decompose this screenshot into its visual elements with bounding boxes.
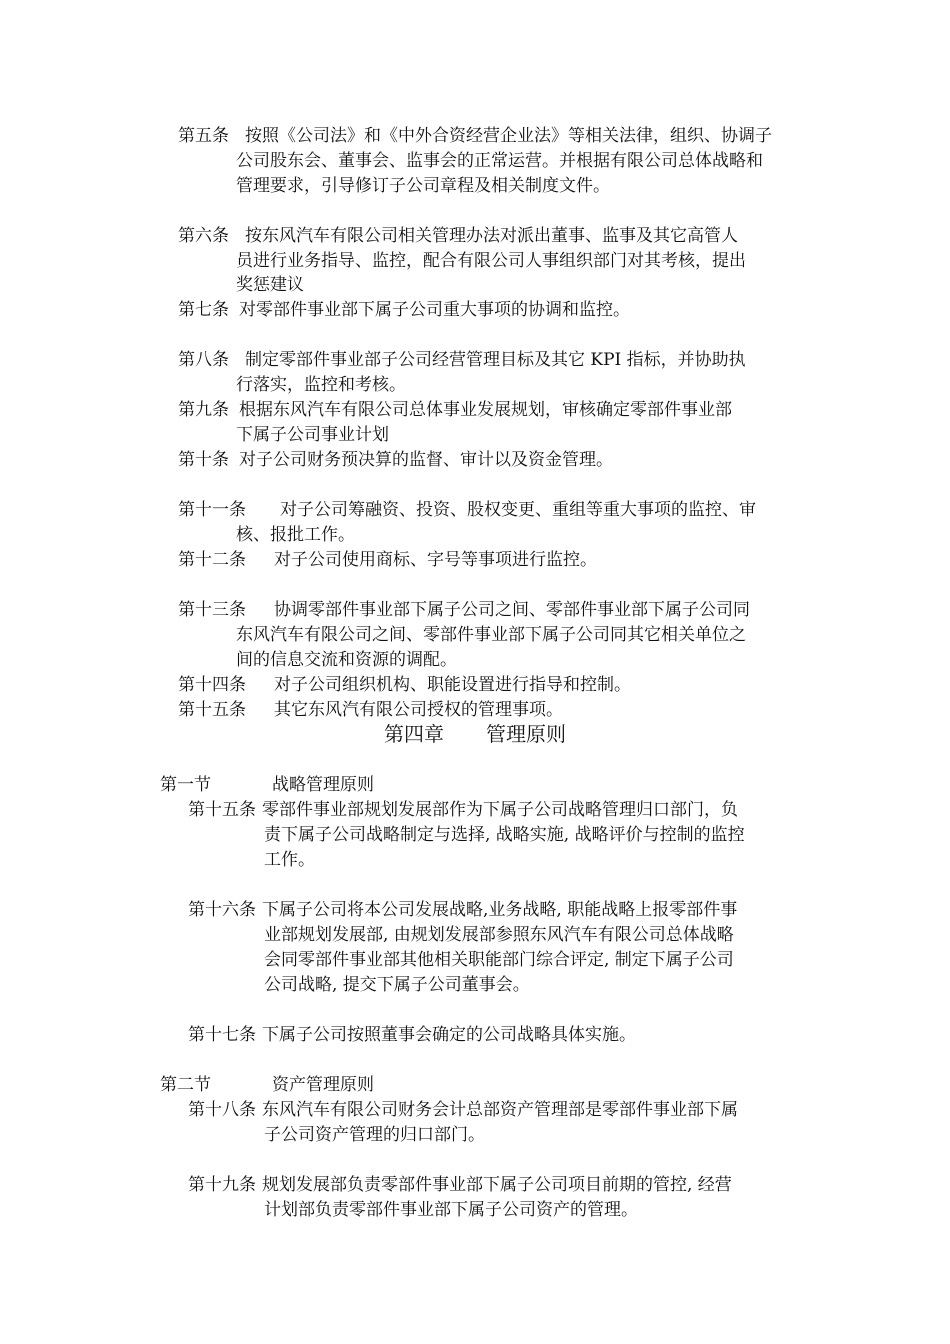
article-text: 对子公司使用商标、字号等事项进行监控。 xyxy=(274,550,597,570)
article-label: 第十三条 xyxy=(178,600,246,620)
article-18-line-2: 子公司资产管理的归口部门。 xyxy=(264,1125,485,1145)
article-text: 按东风汽车有限公司相关管理办法对派出董事、监事及其它高管人 xyxy=(245,226,738,246)
article-text: 制定零部件事业部子公司经营管理目标及其它 KPI 指标，并协助执 xyxy=(245,350,746,370)
article-17-line-1 xyxy=(188,1023,636,1047)
article-19-line-2: 计划部负责零部件事业部下属子公司资产的管理。 xyxy=(264,1200,638,1220)
article-7-line-1 xyxy=(178,298,630,322)
article-text: 根据东风汽车有限公司总体事业发展规划，审核确定零部件事业部 xyxy=(239,400,732,420)
section-1-label: 第一节 xyxy=(160,775,211,795)
article-label: 第十六条 xyxy=(188,900,256,920)
article-13-line-2: 东风汽车有限公司之间、零部件事业部下属子公司同其它相关单位之 xyxy=(236,625,746,645)
article-9-line-2: 下属子公司事业计划 xyxy=(236,425,389,445)
article-6-line-2: 员进行业务指导、监控，配合有限公司人事组织部门对其考核，提出 xyxy=(236,251,746,271)
article-text: 东风汽车有限公司财务会计总部资产管理部是零部件事业部下属 xyxy=(262,1100,738,1120)
article-label: 第八条 xyxy=(178,350,229,370)
article-label: 第十条 xyxy=(178,450,229,470)
article-b15-line-2: 责下属子公司战略制定与选择, 战略实施, 战略评价与控制的监控 xyxy=(264,825,745,845)
article-label: 第五条 xyxy=(178,126,229,146)
article-label: 第十四条 xyxy=(178,675,246,695)
article-16-line-4: 公司战略, 提交下属子公司董事会。 xyxy=(264,975,530,995)
article-16-line-3: 会同零部件事业部其他相关职能部门综合评定, 制定下属子公司 xyxy=(264,950,734,970)
article-label: 第十七条 xyxy=(188,1025,256,1045)
chapter-title: 管理原则 xyxy=(486,722,566,746)
article-text: 协调零部件事业部下属子公司之间、零部件事业部下属子公司同 xyxy=(274,600,750,620)
article-label: 第十五条 xyxy=(188,800,256,820)
article-12-line-1 xyxy=(178,548,597,572)
article-text: 下属子公司将本公司发展战略,业务战略, 职能战略上报零部件事 xyxy=(262,900,738,920)
article-text: 对子公司财务预决算的监督、审计以及资金管理。 xyxy=(239,450,613,470)
article-8-line-2: 行落实，监控和考核。 xyxy=(236,375,406,395)
article-11-line-1 xyxy=(178,498,756,522)
article-10-line-1 xyxy=(178,448,613,472)
article-5-line-3: 管理要求，引导修订子公司章程及相关制度文件。 xyxy=(236,176,610,196)
article-label: 第十二条 xyxy=(178,550,246,570)
article-text: 按照《公司法》和《中外合资经营企业法》等相关法律，组织、协调子 xyxy=(245,126,772,146)
article-9-line-1 xyxy=(178,398,732,422)
article-13-line-1 xyxy=(178,598,750,622)
article-text: 对子公司筹融资、投资、股权变更、重组等重大事项的监控、审 xyxy=(280,500,756,520)
article-6-line-3: 奖惩建议 xyxy=(236,275,304,295)
chapter-number: 第四章 xyxy=(384,722,444,746)
article-6-line-1 xyxy=(178,224,738,248)
article-label: 第十八条 xyxy=(188,1100,256,1120)
article-13-line-3: 间的信息交流和资源的调配。 xyxy=(236,650,457,670)
article-text: 零部件事业部规划发展部作为下属子公司战略管理归口部门，负 xyxy=(262,800,738,820)
article-16-line-2: 业部规划发展部, 由规划发展部参照东风汽车有限公司总体战略 xyxy=(264,925,734,945)
article-14-line-1 xyxy=(178,673,631,697)
article-b15-line-3: 工作。 xyxy=(264,850,315,870)
section-2-label: 第二节 xyxy=(160,1075,211,1095)
article-label: 第七条 xyxy=(178,300,229,320)
article-8-line-1 xyxy=(178,348,746,372)
article-16-line-1 xyxy=(188,898,737,922)
article-b15-line-1 xyxy=(188,798,738,822)
article-text: 规划发展部负责零部件事业部下属子公司项目前期的管控, 经营 xyxy=(262,1175,732,1195)
article-label: 第九条 xyxy=(178,400,229,420)
article-label: 第六条 xyxy=(178,226,229,246)
article-label: 第十九条 xyxy=(188,1175,256,1195)
article-11-line-2: 核、报批工作。 xyxy=(236,525,355,545)
article-19-line-1 xyxy=(188,1173,732,1197)
article-text: 对子公司组织机构、职能设置进行指导和控制。 xyxy=(274,675,631,695)
section-2-title: 资产管理原则 xyxy=(272,1075,374,1095)
chapter-heading xyxy=(0,721,950,747)
article-text: 下属子公司按照董事会确定的公司战略具体实施。 xyxy=(262,1025,636,1045)
article-label: 第十五条 xyxy=(178,700,246,720)
article-5-line-1 xyxy=(178,124,772,148)
section-1-title: 战略管理原则 xyxy=(272,775,374,795)
article-5-line-2: 公司股东会、董事会、监事会的正常运营。并根据有限公司总体战略和 xyxy=(236,151,763,171)
article-label: 第十一条 xyxy=(178,500,246,520)
article-text: 对零部件事业部下属子公司重大事项的协调和监控。 xyxy=(239,300,630,320)
article-15-line-1 xyxy=(178,698,563,722)
article-text: 其它东风汽有限公司授权的管理事项。 xyxy=(274,700,563,720)
article-18-line-1 xyxy=(188,1098,738,1122)
